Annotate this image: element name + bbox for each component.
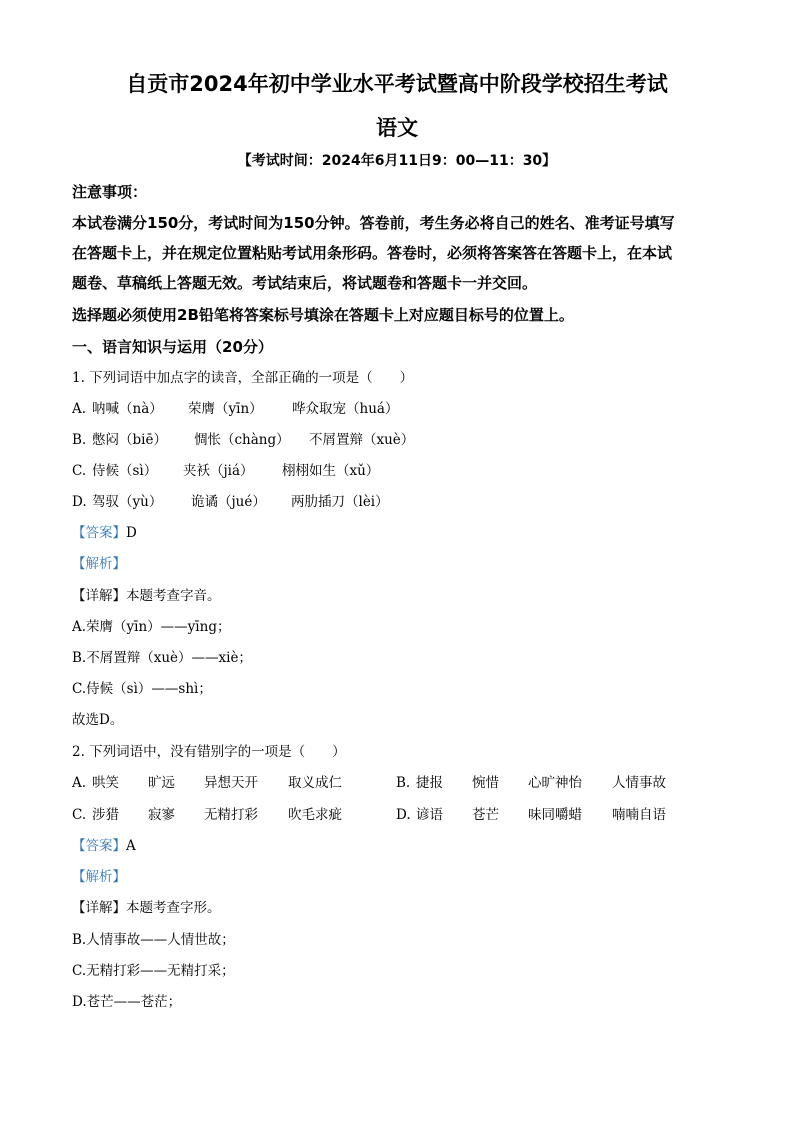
option-item: 呐喊（nà）: [92, 401, 163, 417]
detail-item: A.荣膺（yīn）——yīng；: [72, 619, 231, 635]
detail-item: C.侍候（sì）——shì；: [72, 681, 212, 697]
notice-line: 选择题必须使用2B铅笔将答案标号填涂在答题卡上对应题目标号的位置上。: [72, 306, 574, 324]
option-item: 不屑置辩（xuè）: [309, 432, 415, 448]
option-item: 喃喃自语: [612, 807, 666, 823]
question-stem: 2. 下列词语中，没有错别字的一项是（ ）: [72, 744, 346, 760]
option-item: 吹毛求疵: [288, 807, 342, 823]
exam-title: 自贡市2024年初中学业水平考试暨高中阶段学校招生考试: [126, 72, 668, 96]
option-label: A.: [72, 775, 87, 791]
subject-title: 语文: [376, 116, 418, 140]
answer-value: A: [126, 838, 136, 854]
answer-tag: 【答案】: [72, 838, 126, 854]
option-item: 取义成仁: [288, 775, 342, 791]
option-item: 异想天开: [204, 775, 258, 791]
answer-tag: 【答案】: [72, 525, 126, 541]
notice-line: 在答题卡上，并在规定位置粘贴考试用条形码。答卷时，必须将答案答在答题卡上，在本试: [72, 244, 673, 262]
detail-item: B.人情事故——人情世故；: [72, 932, 235, 948]
option-label: A.: [72, 401, 87, 417]
answer-line: [72, 836, 732, 856]
analysis-line: [72, 867, 732, 887]
option-item: 寂寥: [148, 807, 175, 823]
option-item: 涉猎: [92, 807, 119, 823]
detail-item: 故选D。: [72, 712, 124, 728]
option-item: 惋惜: [472, 775, 499, 791]
option-item: 两肋插刀（lèi）: [291, 494, 389, 510]
detail-tag: 【详解】: [72, 588, 126, 604]
detail-item: B.不屑置辩（xuè）——xiè；: [72, 650, 252, 666]
notice-line: 题卷、草稿纸上答题无效。考试结束后，将试题卷和答题卡一并交回。: [72, 274, 538, 292]
option-item: 人情事故: [612, 775, 666, 791]
option-item: 捷报: [416, 775, 443, 791]
detail-intro: 本题考查字形。: [126, 900, 221, 916]
analysis-tag: 【解析】: [72, 556, 126, 572]
detail-item: C.无精打彩——无精打采；: [72, 963, 235, 979]
option-item: 味同嚼蜡: [528, 807, 582, 823]
analysis-tag: 【解析】: [72, 869, 126, 885]
option-item: 心旷神怡: [528, 775, 582, 791]
option-item: 驾驭（yù）: [92, 494, 163, 510]
option-label: B.: [396, 775, 411, 791]
answer-line: [72, 523, 732, 543]
option-item: 夹袄（jiá）: [183, 463, 254, 479]
notice-line: 本试卷满分150分，考试时间为150分钟。答卷前，考生务必将自己的姓名、准考证号填写: [72, 214, 675, 232]
detail-line: [72, 898, 732, 918]
section-heading: 一、语言知识与运用（20分）: [72, 338, 273, 356]
detail-intro: 本题考查字音。: [126, 588, 221, 604]
exam-time: 【考试时间：2024年6月11日9：00—11：30】: [237, 153, 557, 169]
notice-heading: 注意事项：: [72, 183, 148, 201]
option-item: 憋闷（biē）: [92, 432, 167, 448]
option-item: 无精打彩: [204, 807, 258, 823]
option-label: B.: [72, 432, 87, 448]
option-item: 哗众取宠（huá）: [292, 401, 399, 417]
option-item: 惆怅（chàng）: [194, 432, 290, 448]
option-item: 诡谲（jué）: [191, 494, 266, 510]
option-item: 苍芒: [472, 807, 499, 823]
answer-value: D: [126, 525, 137, 541]
option-item: 栩栩如生（xǔ）: [282, 463, 380, 479]
option-label: D.: [72, 494, 87, 510]
option-item: 旷远: [148, 775, 175, 791]
question-stem: 1. 下列词语中加点字的读音，全部正确的一项是（ ）: [72, 370, 414, 386]
option-item: 荣膺（yīn）: [188, 401, 263, 417]
option-item: 谚语: [416, 807, 443, 823]
option-label: C.: [72, 807, 87, 823]
analysis-line: [72, 554, 732, 574]
option-item: 哄笑: [92, 775, 119, 791]
detail-tag: 【详解】: [72, 900, 126, 916]
option-label: C.: [72, 463, 87, 479]
detail-item: D.苍芒——苍茫；: [72, 994, 182, 1010]
detail-line: [72, 586, 732, 606]
option-item: 侍候（sì）: [92, 463, 158, 479]
option-label: D.: [396, 807, 411, 823]
